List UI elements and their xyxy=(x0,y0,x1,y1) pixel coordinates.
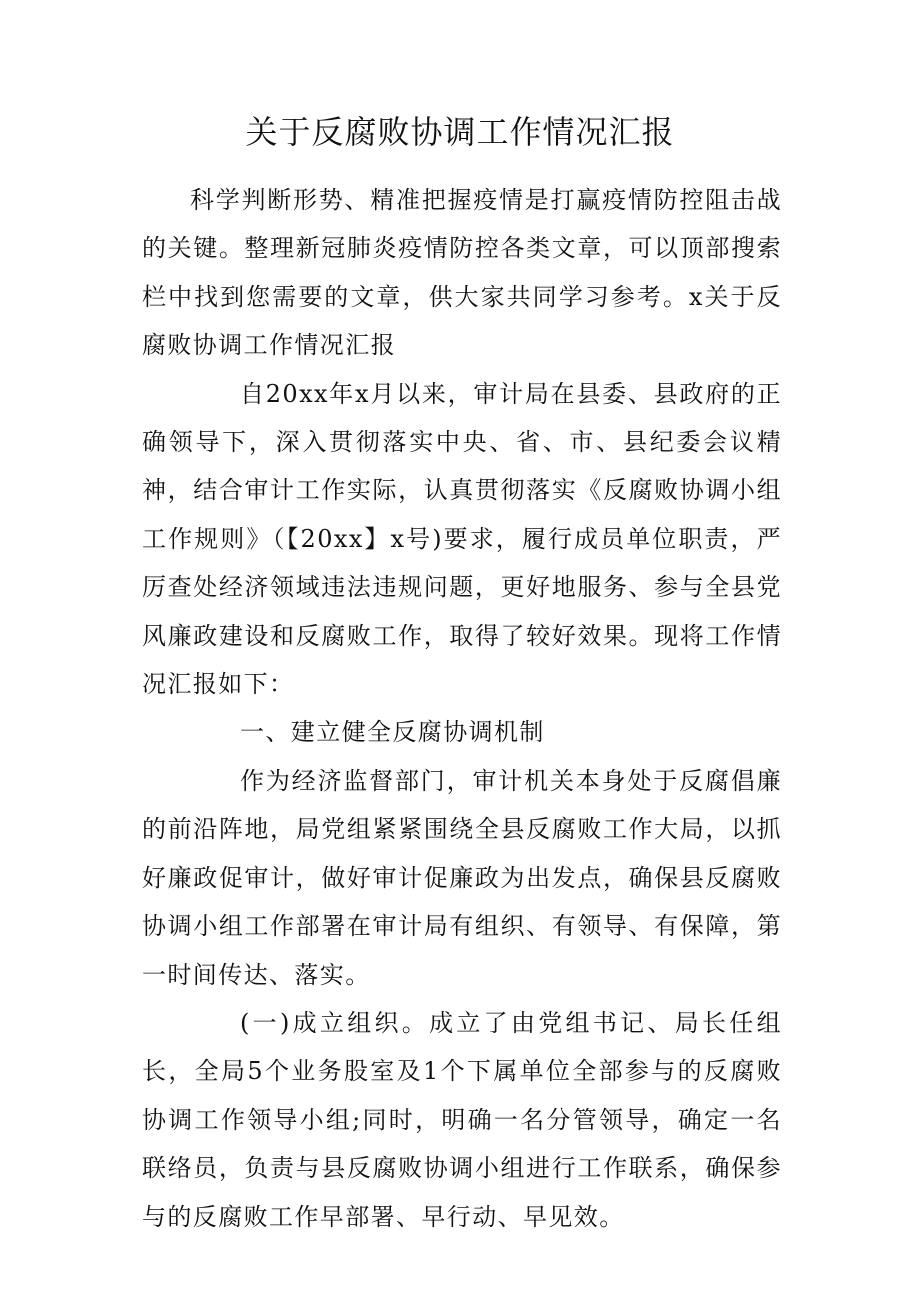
document-body xyxy=(142,176,782,1241)
section-heading: 一、建立健全反腐协调机制 xyxy=(240,718,545,747)
overview-paragraph: 自20xx年x月以来，审计局在县委、县政府的正确领导下，深入贯彻落实中央、省、市、县纪委会议精神，结合审计工作实际，认真贯彻落实《反腐败协调小组工作规则》（【20xx】x号)要求，履行成员单位职责，严厉查处经济领域违法违规问题，更好地服务、参与全县党风廉政建设和反腐败工作，取得了较好效果。现将工作情况汇报如下： xyxy=(142,379,782,699)
organization-paragraph: (一)成立组织。成立了由党组书记、局长任组长，全局5个业务股室及1个下属单位全部参与的反腐败协调工作领导小组;同时，明确一名分管领导，确定一名联络员，负责与县反腐败协调小组进行工作联系，确保参与的反腐败工作早部署、早行动、早见效。 xyxy=(142,1008,782,1231)
intro-paragraph: 科学判断形势、精准把握疫情是打赢疫情防控阻击战的关键。整理新冠肺炎疫情防控各类文章，可以顶部搜索栏中找到您需要的文章，供大家共同学习参考。x关于反腐败协调工作情况汇报 xyxy=(142,186,782,360)
mechanism-paragraph: 作为经济监督部门，审计机关本身处于反腐倡廉的前沿阵地，局党组紧紧围绕全县反腐败工作大局，以抓好廉政促审计，做好审计促廉政为出发点，确保县反腐败协调小组工作部署在审计局有组织、有领导、有保障，第一时间传达、落实。 xyxy=(142,766,782,989)
document-title: 关于反腐败协调工作情况汇报 xyxy=(245,113,675,151)
